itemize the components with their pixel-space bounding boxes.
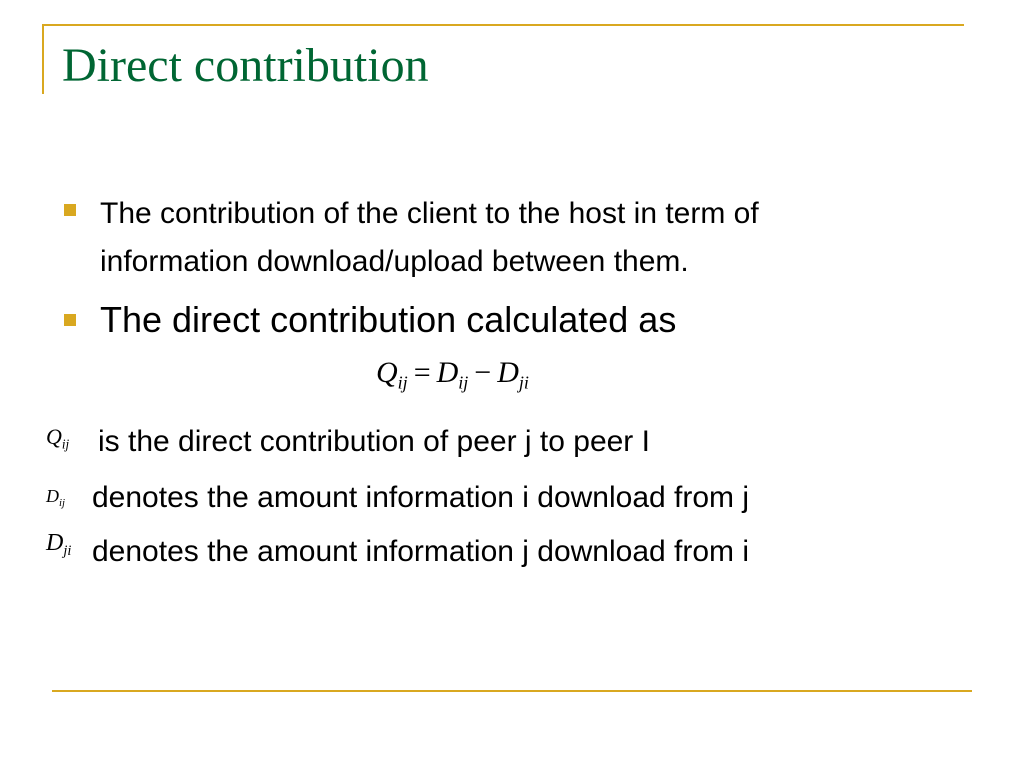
definition-text: is the direct contribution of peer j to peer I	[98, 425, 650, 458]
definition-symbol	[46, 530, 71, 560]
symbol-letter: D	[46, 486, 59, 506]
bullet-text-1	[100, 190, 759, 286]
formula-lhs: Q	[376, 356, 398, 389]
symbol-letter: D	[46, 530, 64, 556]
definition-symbol	[46, 424, 69, 453]
contribution-formula	[376, 356, 529, 393]
slide-title: Direct contribution	[62, 39, 429, 92]
symbol-subscript: ij	[59, 496, 65, 509]
bottom-accent-rule	[52, 690, 972, 692]
definition-text: denotes the amount information i download from j	[92, 481, 750, 514]
formula-term-2: D	[497, 356, 519, 389]
square-bullet-icon	[64, 204, 76, 216]
square-bullet-icon	[64, 314, 76, 326]
top-accent-rule	[42, 24, 964, 26]
formula-equals: =	[413, 356, 431, 389]
bullet-1-line-1: The contribution of the client to the host in term of	[100, 197, 759, 230]
definition-text: denotes the amount information j download from i	[92, 535, 750, 568]
symbol-subscript: ij	[61, 436, 70, 452]
formula-minus: −	[474, 356, 492, 389]
bullet-text-2: The direct contribution calculated as	[100, 299, 677, 340]
bullet-1-line-2: information download/upload between them.	[100, 245, 689, 278]
formula-term-1-sub: ij	[458, 372, 469, 393]
formula-term-1: D	[436, 356, 459, 389]
symbol-letter: Q	[46, 424, 62, 449]
symbol-subscript: ji	[63, 543, 72, 560]
definition-symbol	[46, 486, 65, 509]
left-accent-rule	[42, 24, 44, 94]
formula-lhs-sub: ij	[397, 372, 408, 393]
formula-term-2-sub: ji	[518, 372, 529, 393]
